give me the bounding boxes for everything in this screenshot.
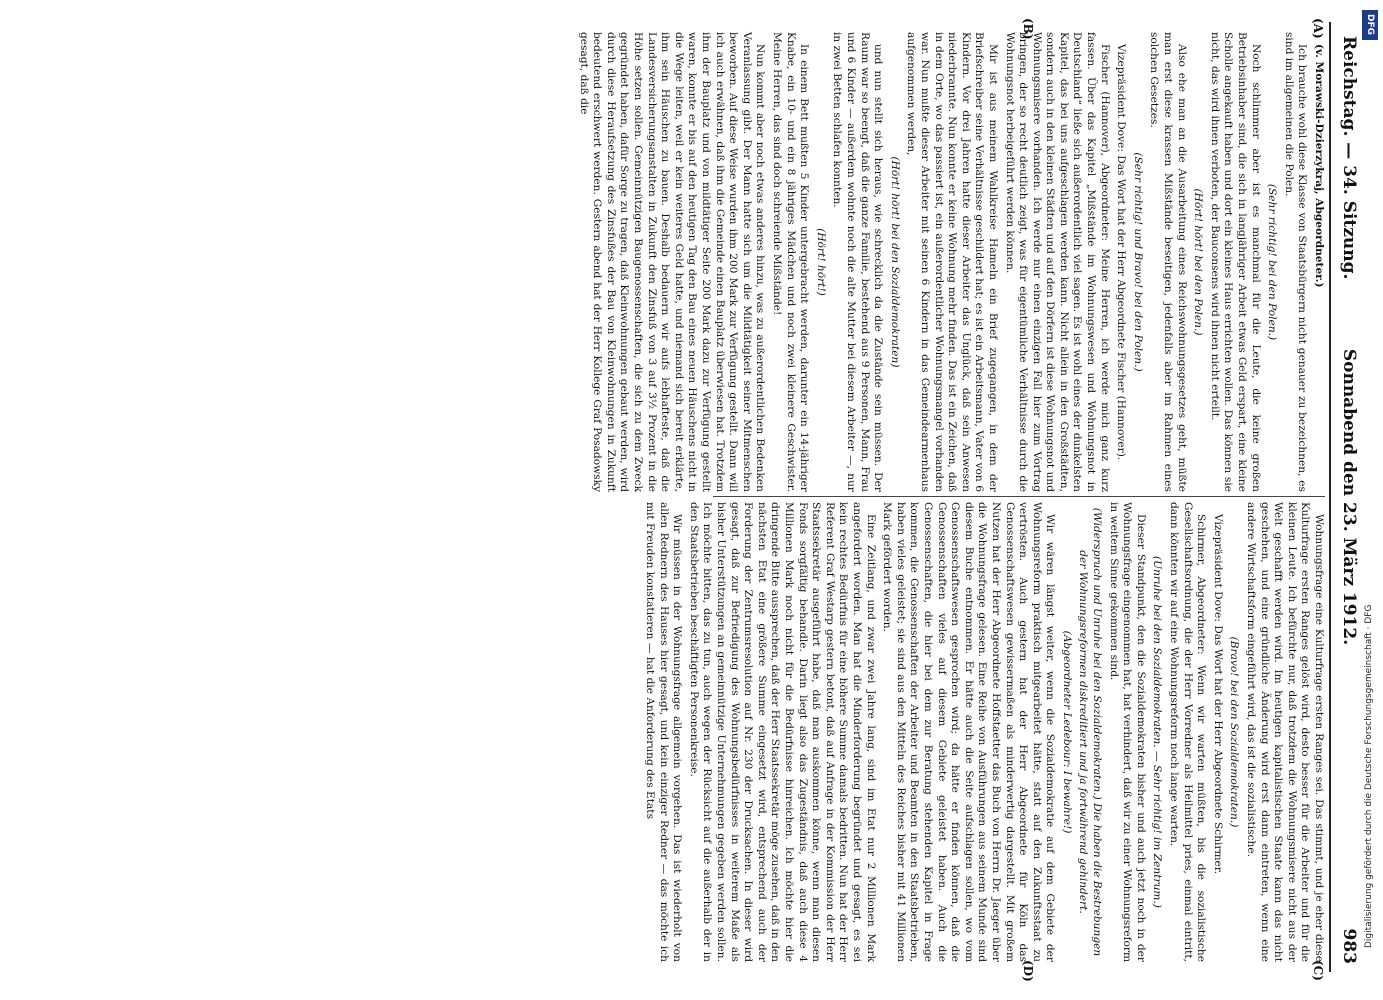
header-left: Reichstag. — 34. Sitzung. xyxy=(1339,36,1359,280)
paragraph: Nun kommt aber noch etwas anderes hinzu, was zu außerordentlichen Bedenken Veranlassung gibt. Der Mann hatte sich um die Mildtätigkeit seiner Mitmenschen beworben. Auf diese Weise wurden ihm 200 Mark zur Verfügung gestellt. Dann will ich auch erwähnen, daß ihm die Gemeinde einen Bauplatz überwiesen hat. Trotzdem ihm der Bauplatz und von mildtätiger Seite 200 Mark dazu zur Verfügung gestellt waren, konnte er bis auf den heutigen Tag den Bau eines neuen Häuschens nicht in die Wege leiten, weil er kein weiteres Geld hatte, und niemand sich bereit erklärte, ihm sein Häuschen zu bauen. Deshalb bedauern wir aufs lebhafteste, daß die Landesversicherungsanstalten in Zukunft den Zinsfuß von 3 auf 3½ Prozent in die Höhe setzen sollen. Gemeinnützigen Baugenossenschaften, die sich zu dem Zweck gegründet haben, dafür Sorge zu tragen, daß Kleinwohnungen gebaut werden, wird durch diese Heraufsetzung des Zinsfußes der Bau von Kleinwohnungen in Zukunft bedeutend erschwert werden. Gestern abend hat der Herr Kollege Graf Posadowsky gesagt, daß die xyxy=(577,32,767,492)
header-date: Sonnabend den 23. März 1912. xyxy=(1339,348,1359,646)
paragraph: (v. Morawski-Dzierzykraj, Abgeordneter.) xyxy=(1313,44,1325,288)
credit-text: Digitalisierung gefördert durch die Deutsche Forschungsgemeinschaft · DFG xyxy=(1364,604,1374,948)
paragraph: (Bravo! bei den Sozialdemokraten.) xyxy=(1228,636,1241,828)
paragraph: (Unruhe bei den Sozialdemokraten. — Sehr richtig! im Zentrum.) xyxy=(1151,556,1164,908)
left-text-column xyxy=(577,32,1325,492)
paragraph: (Widerspruch und Unruhe bei den Sozialdemokraten.) Die haben die Bestrebungen der Wohnungsreformen diskreditiert und ja fortwährend gehindert. xyxy=(1077,507,1104,957)
paragraph: (Hört! hört!) xyxy=(814,228,827,296)
paragraph: und nun stellt sich heraus, wie schrecklich da die Zustände sein müssen. Der Raum war so beengt, daß die ganze Familie, bestehend aus 9 Personen, Mann, Frau und 6 Kinder — außerdem wohnte noch die alte Mutter bei diesem Arbeiter —, nur in zwei Betten schlafen konnten. xyxy=(831,32,885,492)
paragraph: Wir müssen in der Wohnungsfrage allgemein vorgehen. Das ist wiederholt von allen Rednern des Hauses hier gesagt, und kein einziger Redner — das möchte ich mit Freuden konstatieren — hat die Anforderung des Etats xyxy=(644,502,684,962)
paragraph: Noch schlimmer aber ist es manchmal für die Leute, die keine großen Betriebsinhaber sind, die sich in langjähriger Arbeit etwas Geld erspart, eine kleine Scholle angekauft haben und dort ein kleines Haus errichten wollen. Das können sie nicht, das wird ihnen verboten, der Bauconsens wird ihnen nicht erteilt. xyxy=(1208,32,1262,492)
right-text-column xyxy=(644,502,1325,962)
paragraph: (Sehr richtig! bei den Polen.) xyxy=(1266,183,1279,341)
digitization-credit xyxy=(1360,8,1380,998)
paragraph: (Hört! hört! bei den Polen.) xyxy=(1192,188,1205,336)
paragraph: (Hört! hört! bei den Sozialdemokraten) xyxy=(888,156,901,368)
paragraph: (Sehr richtig! und Bravo! bei den Polen.) xyxy=(1131,152,1144,372)
paragraph: Fischer (Hannover), Abgeordneter: Meine Herren, ich werde mich ganz kurz fassen. Über das Kapitel „Mißstände im Wohnungswesen und Wohnungsnot in Deutschland“ ließe sich außerordentlich viel sagen. Es ist wohl eines der dunkelsten Kapitel, das bei uns aufgeschlagen werden kann. Nicht allein in den Großstädten, sondern auch in den kleinen Städten und auf den Dörfern ist diese Wohnungsnot und Wohnungsmisere vorhanden. Ich werde nur einen einzigen Fall hier zum Vortrag bringen, der so recht deutlich zeigt, was für eigentümliche Verhältnisse durch die Wohnungsnot herbeigeführt werden können. xyxy=(1003,32,1111,492)
paragraph: (Abgeordneter Ledebour: I bewahre!) xyxy=(1060,630,1073,834)
paragraph: Wir wären längst weiter, wenn die Sozialdemokratie auf dem Gebiete der Wohnungsreform praktisch mitgearbeitet hätte, statt auf den Zukunftsstaat zu vertrösten. Auch gestern hat der Herr Abgeordnete für Köln das Genossenschaftswesen gewissermaßen als minderwertig dargestellt. Mit großem Nutzen hat der Herr Abgeordnete Hoffstaetter das Buch von Herrn Dr. Jaeger über die Wohnungsfrage gelesen. Eine Reihe von Ausführungen aus seinem Munde sind diesem Buche entnommen. Er hätte auch die Seite aufschlagen sollen, wo vom Genossenschaftswesen gesprochen wird; da hätte er finden können, daß die Genossenschaften vieles auf diesem Gebiete geleistet haben. Auch die Genossenschaften, die hier bei dem zur Beratung stehenden Kapitel in Frage kommen, die Genossenschaften der Arbeiter und Beamten in den Staatsbetrieben, haben vieles geleistet; sie sind aus den Mitteln des Reiches bisher mit 41 Millionen Mark gefördert worden. xyxy=(881,502,1057,962)
paragraph: Mir ist aus meinem Wahlkreise Hameln ein Brief zugegangen, in dem der Briefschreiber seine Verhältnisse geschildert hat; es ist ein Arbeitsmann, Vater von 6 Kindern. Vor drei Jahren hatte dieser Arbeiter das Unglück, daß sein Anwesen niederbrannte. Nun konnte er keine Wohnung mehr finden. Das ist ein Zeichen, daß in dem Orte, wo das passiert ist, ein außerordentlicher Wohnungsmangel vorhanden war. Nun mußte dieser Arbeiter mit seinen 6 Kindern in das Gemeindearmenhaus aufgenommen werden, xyxy=(905,32,999,492)
margin-marker-d: (D) xyxy=(1021,960,1035,982)
column-divider xyxy=(713,496,1325,497)
margin-marker-c: (C) xyxy=(1311,960,1325,981)
paragraph: Eine Zeitlang, und zwar zwei Jahre lang, sind im Etat nur 2 Millionen Mark angefordert worden. Man hat die Minderforderung begründet und gesagt, es sei kein rechtes Bedürfnis für eine höhere Summe damals bedritten. Nun hat der Herr Referent Graf Westarp gestern betont, daß auf Anfrage in der Kommission der Herr Staatssekretär ausgeführt habe, daß man auskommen könne, wenn man diesen Fonds sorgfältig behandle. Darin liegt also das Zugeständnis, daß auch diese 4 Millionen Mark noch nicht für die Bedürfnisse hinreichen. Ich möchte hier die dringende Bitte aussprechen, daß der Herr Staatssekretär möge zusehen, daß in den nächsten Etat eine größere Summe eingesetzt wird, entsprechend auch der Forderung der Zentrumsresolution auf Nr. 230 der Drucksachen. In dieser wird gesagt, daß zur Befriedigung des Wohnungsbedürfnisses in weiterem Maße als bisher Unterstützungen an gemeinnützige Unternehmungen gegeben werden sollen. Ich möchte bitten, das zu tun, auch wegen der Rücksicht auf die außerhalb der in den Staatsbetrieben beschäftigten Personenkreise. xyxy=(687,502,877,962)
paragraph: Ich brauche wohl diese Klasse von Staatsbürgern nicht genauer zu bezeichnen, es sind im allgemeinen die Polen. xyxy=(1282,32,1309,492)
margin-marker-a: (A) xyxy=(1311,18,1325,39)
rotated-document-page xyxy=(577,18,1365,982)
margin-marker-b: (B) xyxy=(1021,18,1035,40)
paragraph: In einem Bett mußten 5 Kinder untergebracht werden, darunter ein 14-jähriger Knabe, ein 10- und ein 8 jähriges Mädchen und noch zwei kleinere Geschwister. Meine Herren, das sind doch schreiende Mißstände! xyxy=(771,32,811,492)
paragraph: Vizepräsident Dove: Das Wort hat der Herr Abgeordnete Fischer (Hannover). xyxy=(1115,44,1128,461)
paragraph: Dieser Standpunkt, den die Sozialdemokraten bisher und auch jetzt noch in der Wohnungsfrage eingenommen hat, hat verhindert, daß wir zu einer Wohnungsreform in weitem Sinne gekommen sind. xyxy=(1107,502,1147,962)
paragraph: Also ehe man an die Ausarbeitung eines Reichswohnungsgesetzes geht, müßte man erst diese krassen Mißstände beseitigen, jedenfalls aber im Rahmen eines solchen Gesetzes. xyxy=(1148,32,1188,492)
paragraph: Vizepräsident Dove: Das Wort hat der Herr Abgeordnete Schirmer. xyxy=(1211,514,1224,875)
paragraph: Schirmer, Abgeordneter: Wenn wir warten müßten, bis die sozialistische Gesellschaftsordnung, die der Herr Vorredner als Heilmittel pries, einmal eintritt, dann könnten wir auf eine Wohnungsreform noch lange warten. xyxy=(1168,502,1208,962)
dfg-logo: DFG xyxy=(1362,10,1378,40)
paragraph: Wohnungsfrage eine Kulturfrage ersten Ranges sei. Das stimmt, und je eher diese Kulturfrage ersten Ranges gelöst wird, desto besser für die Arbeiter und für die kleinen Leute. Ich befürchte nur, daß trotzdem die Wohnungsmisere nicht aus der Welt geschafft werden wird. Im heutigen kapitalistischen Staate kann das nicht geschehen, und eine gründliche Änderung wird erst dann eintreten, wenn eine andere Wirtschaftsform eingeführt wird, das ist die sozialistische. xyxy=(1245,502,1325,962)
page-number: 983 xyxy=(1339,928,1359,964)
